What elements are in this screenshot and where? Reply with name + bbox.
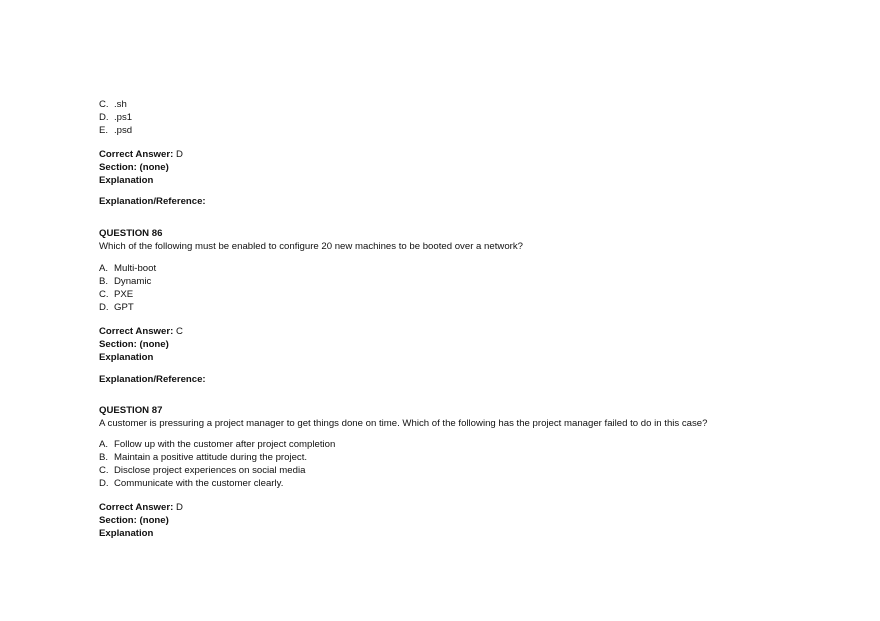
option-text: Multi-boot xyxy=(114,263,157,274)
option-letter: B. xyxy=(99,276,109,287)
option-letter: E. xyxy=(99,125,109,136)
q85-answer-block xyxy=(99,148,183,187)
q86-answer-block xyxy=(99,325,183,364)
explanation-heading: Explanation xyxy=(99,528,154,539)
option-text: Maintain a positive attitude during the project. xyxy=(114,452,308,463)
question-title: QUESTION 86 xyxy=(99,228,163,239)
section-line: Section: (none) xyxy=(99,162,169,173)
option-letter: D. xyxy=(99,302,109,313)
option-d xyxy=(99,477,335,490)
question-title: QUESTION 87 xyxy=(99,405,163,416)
option-text: Communicate with the customer clearly. xyxy=(114,478,284,489)
option-text: PXE xyxy=(114,289,134,300)
option-letter: C. xyxy=(99,465,109,476)
explanation-reference: Explanation/Reference: xyxy=(99,374,206,385)
correct-answer-label: Correct Answer: xyxy=(99,502,174,513)
option-letter: D. xyxy=(99,478,109,489)
option-b xyxy=(99,275,156,288)
option-text: Disclose project experiences on social media xyxy=(114,465,306,476)
top-options-list xyxy=(99,98,132,137)
question-86 xyxy=(99,227,523,253)
q86-options-list xyxy=(99,262,156,314)
option-text: .psd xyxy=(114,125,133,136)
question-87 xyxy=(99,404,707,430)
option-d xyxy=(99,301,156,314)
option-e xyxy=(99,124,132,137)
option-letter: A. xyxy=(99,263,109,274)
option-a xyxy=(99,262,156,275)
correct-answer-label: Correct Answer: xyxy=(99,149,174,160)
option-text: GPT xyxy=(114,302,134,313)
option-text: .ps1 xyxy=(114,112,133,123)
correct-answer-label: Correct Answer: xyxy=(99,326,174,337)
option-b xyxy=(99,451,335,464)
question-text: Which of the following must be enabled to configure 20 new machines to be booted over a network? xyxy=(99,241,523,252)
option-c xyxy=(99,98,132,111)
q87-options-list xyxy=(99,438,335,490)
correct-answer-value: C xyxy=(175,326,183,337)
correct-answer-line xyxy=(99,148,183,161)
option-letter: D. xyxy=(99,112,109,123)
q87-answer-block xyxy=(99,501,183,540)
correct-answer-value: D xyxy=(175,502,183,513)
section-line: Section: (none) xyxy=(99,339,169,350)
option-c xyxy=(99,288,156,301)
explanation-heading: Explanation xyxy=(99,352,154,363)
section-line: Section: (none) xyxy=(99,515,169,526)
option-c xyxy=(99,464,335,477)
option-text: Follow up with the customer after project completion xyxy=(114,439,336,450)
option-letter: C. xyxy=(99,99,109,110)
explanation-heading: Explanation xyxy=(99,175,154,186)
question-text: A customer is pressuring a project manager to get things done on time. Which of the following has the project manager failed to do in this case? xyxy=(99,418,708,429)
option-letter: B. xyxy=(99,452,109,463)
correct-answer-line xyxy=(99,501,183,514)
option-d xyxy=(99,111,132,124)
correct-answer-line xyxy=(99,325,183,338)
option-letter: A. xyxy=(99,439,109,450)
option-a xyxy=(99,438,335,451)
option-text: .sh xyxy=(114,99,127,110)
correct-answer-value: D xyxy=(175,149,183,160)
option-text: Dynamic xyxy=(114,276,152,287)
option-letter: C. xyxy=(99,289,109,300)
explanation-reference: Explanation/Reference: xyxy=(99,196,206,207)
